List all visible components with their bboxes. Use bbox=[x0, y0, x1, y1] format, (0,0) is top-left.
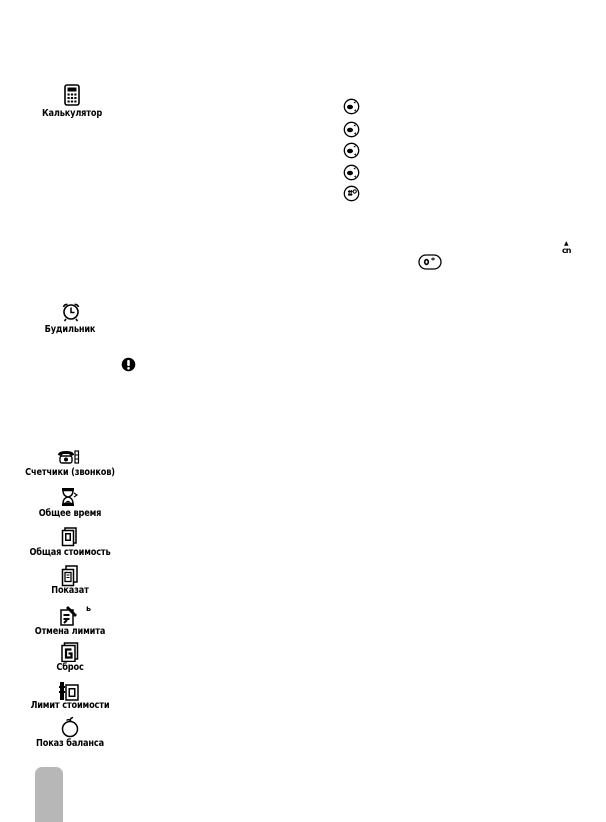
calculator-icon bbox=[63, 84, 81, 106]
total-time-label: Общее время bbox=[38, 508, 102, 519]
navigation-key-icon bbox=[343, 142, 360, 159]
alarm-label: Будильник bbox=[44, 324, 96, 335]
show-suffix-mark: ь bbox=[86, 604, 92, 613]
show-label: Показат bbox=[51, 585, 89, 596]
call-counters-label: Счетчики (звонков) bbox=[25, 467, 115, 478]
cancel-limit-icon bbox=[58, 605, 80, 627]
cost-limit-icon bbox=[58, 680, 80, 702]
cost-document-icon bbox=[61, 527, 79, 547]
cost-limit-label: Лимит стоимости bbox=[30, 700, 110, 711]
phone-counter-icon bbox=[56, 449, 80, 465]
navigation-key-icon bbox=[343, 98, 360, 115]
alarm-clock-icon bbox=[61, 302, 81, 322]
hourglass-icon bbox=[60, 487, 78, 507]
show-balance-label: Показ баланса bbox=[36, 738, 104, 749]
reset-label: Сброс bbox=[56, 662, 84, 673]
warning-icon bbox=[121, 357, 136, 372]
zero-key-icon bbox=[418, 254, 442, 270]
navigation-key-icon bbox=[343, 164, 360, 181]
total-cost-label: Общая стоимость bbox=[29, 547, 111, 558]
calculator-label: Калькулятор bbox=[41, 108, 103, 119]
documents-icon bbox=[61, 565, 79, 587]
cancel-limit-label: Отмена лимита bbox=[34, 626, 106, 637]
hash-key-icon bbox=[343, 185, 360, 202]
side-marker-top: ▲ bbox=[564, 240, 569, 247]
balance-icon bbox=[60, 716, 80, 738]
side-marker-bottom: cn bbox=[562, 246, 571, 255]
navigation-key-icon bbox=[343, 121, 360, 138]
page-tab-marker bbox=[35, 767, 63, 822]
reset-icon bbox=[61, 642, 80, 662]
